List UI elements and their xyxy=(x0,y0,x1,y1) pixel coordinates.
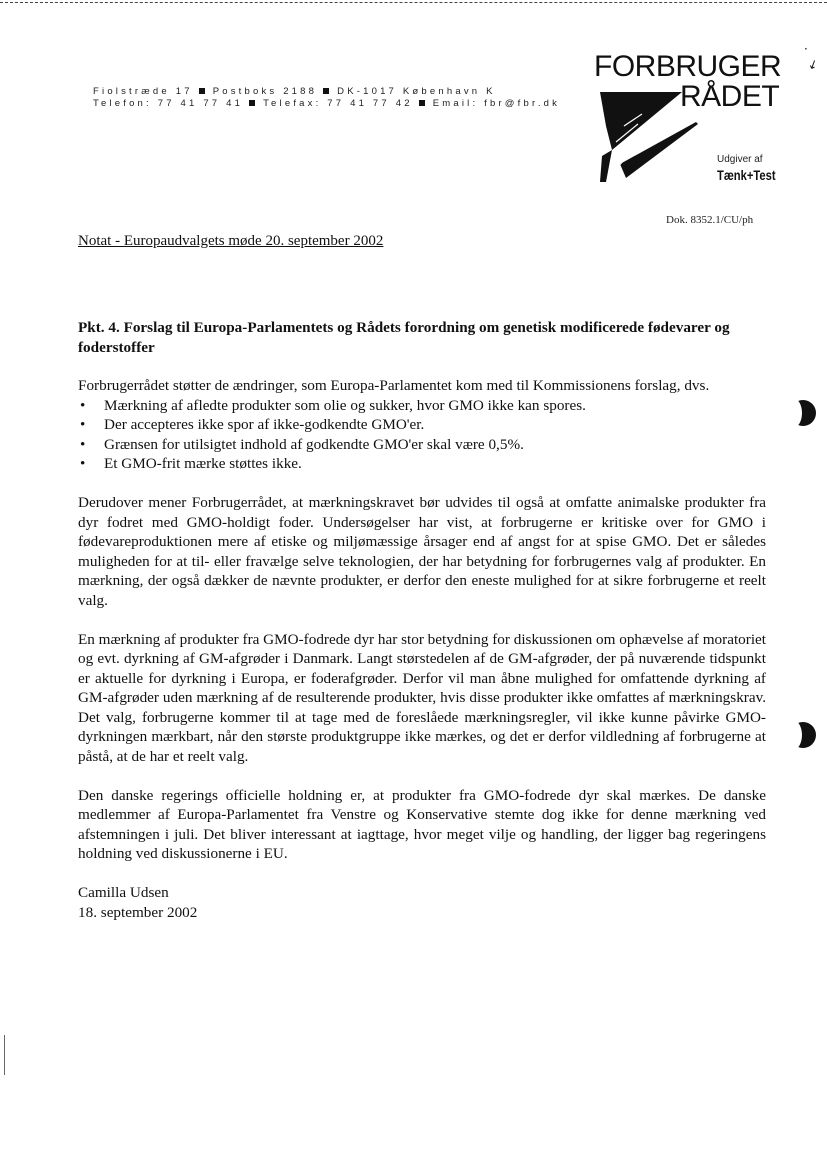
telephone: Telefon: 77 41 77 41 xyxy=(93,98,244,109)
bullet-icon: • xyxy=(80,396,86,414)
po-box: Postboks 2188 xyxy=(212,86,318,97)
logo-text-forbruger: FORBRUGER xyxy=(594,50,782,83)
section-heading: Pkt. 4. Forslag til Europa-Parlamentets og Rådets forordning om genetisk modificerede fødevarer og foderstoffer xyxy=(78,319,730,356)
square-bullet-icon xyxy=(249,100,255,106)
intro-paragraph: Forbrugerrådet støtter de ændringer, som Europa-Parlamentet kom med til Kommissionens forslag, dvs. xyxy=(78,377,710,394)
postal-city: DK-1017 København K xyxy=(337,86,496,97)
forbrugerraadet-logo xyxy=(590,42,821,190)
address-block xyxy=(93,86,560,110)
margin-mark-icon: · xyxy=(804,42,808,56)
left-edge-rule xyxy=(4,1035,5,1075)
body-paragraph: Derudover mener Forbrugerrådet, at mærkningskravet bør udvides til også at omfatte animalske produkter fra dyr fodret med GMO-holdigt foder. Undersøgelser har vist, at forbrugerne er kritiske over for GMO i fødevareproduktionen mere af etiske og miljømæssige årsager end af angst for at spise GMO. Det er således muligheden for at til- eller fravælge selve teknologien, der har betydning for forbrugernes valg af produkter. En mærkning, der også dækker de nævnte produkter, er derfor den eneste mulighed for at sikre forbrugerne et reelt valg. xyxy=(78,494,766,609)
signature-name: Camilla Udsen xyxy=(78,884,169,901)
top-edge-rule xyxy=(0,2,827,3)
document-body xyxy=(78,318,766,922)
telefax: Telefax: 77 41 77 42 xyxy=(263,98,413,109)
body-paragraph: Den danske regerings officielle holdning er, at produkter fra GMO-fodrede dyr skal mærkes. De danske medlemmer af Europa-Parlamentet fra Venstre og Konservative stemte dog ikke for denne mærkning ved afstemningen i juli. Det bliver interessant at iagttage, hvor meget vilje og handling, der ligger bag regeringens holdning ved diskussionerne i EU. xyxy=(78,786,766,862)
list-item: • Et GMO-frit mærke støttes ikke. xyxy=(80,455,302,472)
bullet-list xyxy=(78,396,766,474)
punch-hole-icon xyxy=(790,400,816,426)
margin-mark-icon: ↓ xyxy=(805,56,821,74)
square-bullet-icon xyxy=(419,100,425,106)
logo-publisher-text: Udgiver af xyxy=(717,154,763,165)
logo-text-raadet: RÅDET xyxy=(680,80,780,113)
document-reference: Dok. 8352.1/CU/ph xyxy=(666,214,754,226)
signature-date: 18. september 2002 xyxy=(78,903,198,921)
square-bullet-icon xyxy=(323,88,329,94)
list-item: • Der accepteres ikke spor af ikke-godkendte GMO'er. xyxy=(80,416,425,433)
bullet-icon: • xyxy=(80,435,86,453)
punch-hole-icon xyxy=(790,722,816,748)
body-paragraph: En mærkning af produkter fra GMO-fodrede dyr har stor betydning for diskussionen om ophævelse af moratoriet og evt. dyrkning af GM-afgrøder i Danmark. Langt størstedelen af de GM-afgrøder, der på nuværende tidspunkt er aktuelle for dyrkning i Europa, er foderafgrøder. Derfor vil man åbne mulighed for omfattende dyrkning af GM-afgrøder uden mærkning af de resulterende produkter, hvis disse produkter ikke omfattes af mærkningskrav. Det valg, forbrugerne kommer til at tage med de foreslåede mærkningsregler, vil ikke kunne påvirke GMO-dyrkningen mærkbart, når den største produktgruppe ikke mærkes, og det er derfor vildledning af forbrugerne at påstå, at de har et reelt valg. xyxy=(78,630,766,765)
bullet-icon: • xyxy=(80,455,86,472)
square-bullet-icon xyxy=(199,88,205,94)
memo-title: Notat - Europaudvalgets møde 20. september 2002 xyxy=(78,233,384,249)
address-line-1 xyxy=(93,86,560,98)
bullet-icon: • xyxy=(80,416,86,433)
email: Email: fbr@fbr.dk xyxy=(432,98,561,109)
list-item: • Grænsen for utilsigtet indhold af godkendte GMO'er skal være 0,5%. xyxy=(80,435,524,453)
list-item: • Mærkning af afledte produkter som olie og sukker, hvor GMO ikke kan spores. xyxy=(80,396,586,414)
address-line-2 xyxy=(93,98,560,110)
street-address: Fiolstræde 17 xyxy=(93,86,193,97)
logo-magazine-text: Tænk+Test xyxy=(717,167,776,183)
logo-mark-icon xyxy=(594,86,704,186)
